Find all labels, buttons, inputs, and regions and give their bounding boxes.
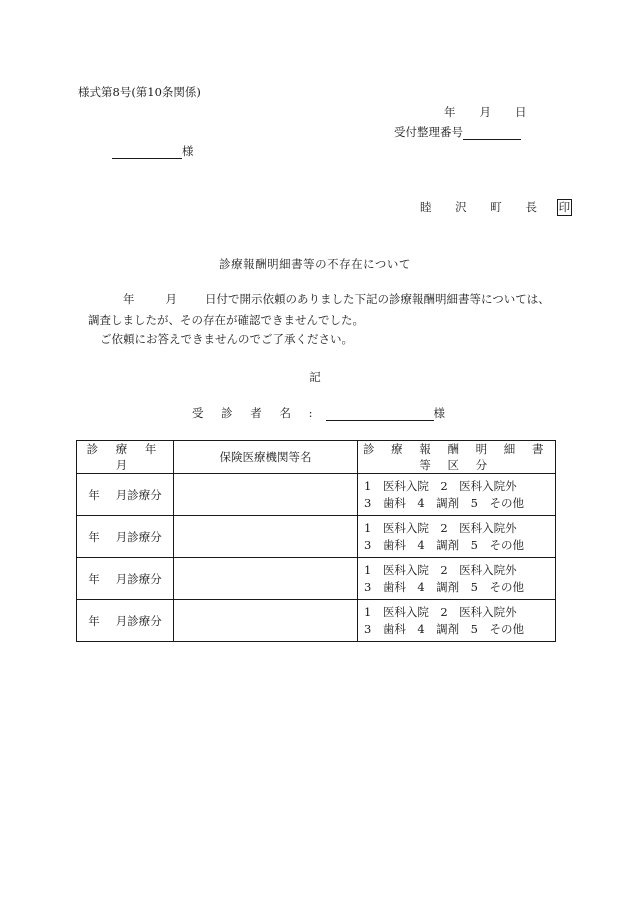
record-table — [76, 440, 556, 642]
body-line-1 — [123, 291, 550, 307]
period-month: 月診療分 — [115, 613, 162, 628]
body-line-1-text: 日付で開示依頼のありました下記の診療報酬明細書等については、 — [205, 292, 550, 306]
date-day-label: 日 — [515, 105, 527, 119]
addressee-blank[interactable] — [112, 145, 182, 159]
document-subject: 診療報酬明細書等の不存在について — [219, 257, 411, 271]
date-year-label: 年 — [444, 105, 456, 119]
ki-heading: 記 — [309, 370, 321, 384]
patient-name-row — [192, 405, 445, 421]
date-line — [444, 104, 527, 120]
period-cell[interactable] — [77, 474, 174, 516]
institution-cell[interactable] — [174, 600, 358, 642]
patient-label: 受 診 者 名 : — [192, 406, 320, 420]
receipt-label: 受付整理番号 — [394, 125, 463, 139]
issuer-name: 睦 沢 町 長 — [420, 200, 547, 214]
type-line-2: 3 歯科 4 調剤 5 その他 — [364, 579, 524, 594]
type-line-2: 3 歯科 4 調剤 5 その他 — [364, 495, 524, 510]
period-year: 年 — [88, 571, 100, 586]
type-line-1: 1 医科入院 2 医科入院外 — [364, 478, 517, 493]
body-line-2: 調査しましたが、その存在が確認できませんでした。 — [88, 313, 364, 327]
type-line-1: 1 医科入院 2 医科入院外 — [364, 520, 517, 535]
type-line-2: 3 歯科 4 調剤 5 その他 — [364, 537, 524, 552]
period-cell[interactable] — [77, 516, 174, 558]
addressee — [112, 143, 194, 159]
period-month: 月診療分 — [115, 487, 162, 502]
addressee-suffix: 様 — [182, 144, 194, 158]
table-header-row — [77, 441, 556, 474]
table-row — [77, 516, 556, 558]
type-line-1: 1 医科入院 2 医科入院外 — [364, 604, 517, 619]
header-period: 診 療 年 月 — [77, 441, 174, 474]
type-cell[interactable] — [358, 474, 556, 516]
period-month: 月診療分 — [115, 529, 162, 544]
date-month-label: 月 — [479, 105, 491, 119]
type-line-2: 3 歯科 4 調剤 5 その他 — [364, 621, 524, 636]
seal-mark: 印 — [558, 200, 571, 214]
body-month: 月 — [165, 292, 177, 306]
type-cell[interactable] — [358, 558, 556, 600]
table-row — [77, 474, 556, 516]
header-institution: 保険医療機関等名 — [174, 441, 358, 474]
type-cell[interactable] — [358, 516, 556, 558]
form-number: 様式第8号(第10条関係) — [78, 85, 201, 99]
period-month: 月診療分 — [115, 571, 162, 586]
institution-cell[interactable] — [174, 558, 358, 600]
period-year: 年 — [88, 613, 100, 628]
period-cell[interactable] — [77, 558, 174, 600]
type-cell[interactable] — [358, 600, 556, 642]
institution-cell[interactable] — [174, 474, 358, 516]
receipt-number — [394, 124, 521, 140]
type-line-1: 1 医科入院 2 医科入院外 — [364, 562, 517, 577]
patient-suffix: 様 — [433, 406, 445, 420]
receipt-number-blank[interactable] — [463, 126, 521, 140]
period-year: 年 — [88, 487, 100, 502]
table-row — [77, 600, 556, 642]
institution-cell[interactable] — [174, 516, 358, 558]
header-type: 診 療 報 酬 明 細 書 等 区 分 — [358, 441, 556, 474]
period-year: 年 — [88, 529, 100, 544]
table-row — [77, 558, 556, 600]
body-line-3: ご依頼にお答えできませんのでご了承ください。 — [100, 332, 353, 346]
period-cell[interactable] — [77, 600, 174, 642]
patient-name-blank[interactable] — [326, 406, 434, 421]
issuer — [420, 199, 572, 216]
body-year: 年 — [123, 292, 135, 306]
